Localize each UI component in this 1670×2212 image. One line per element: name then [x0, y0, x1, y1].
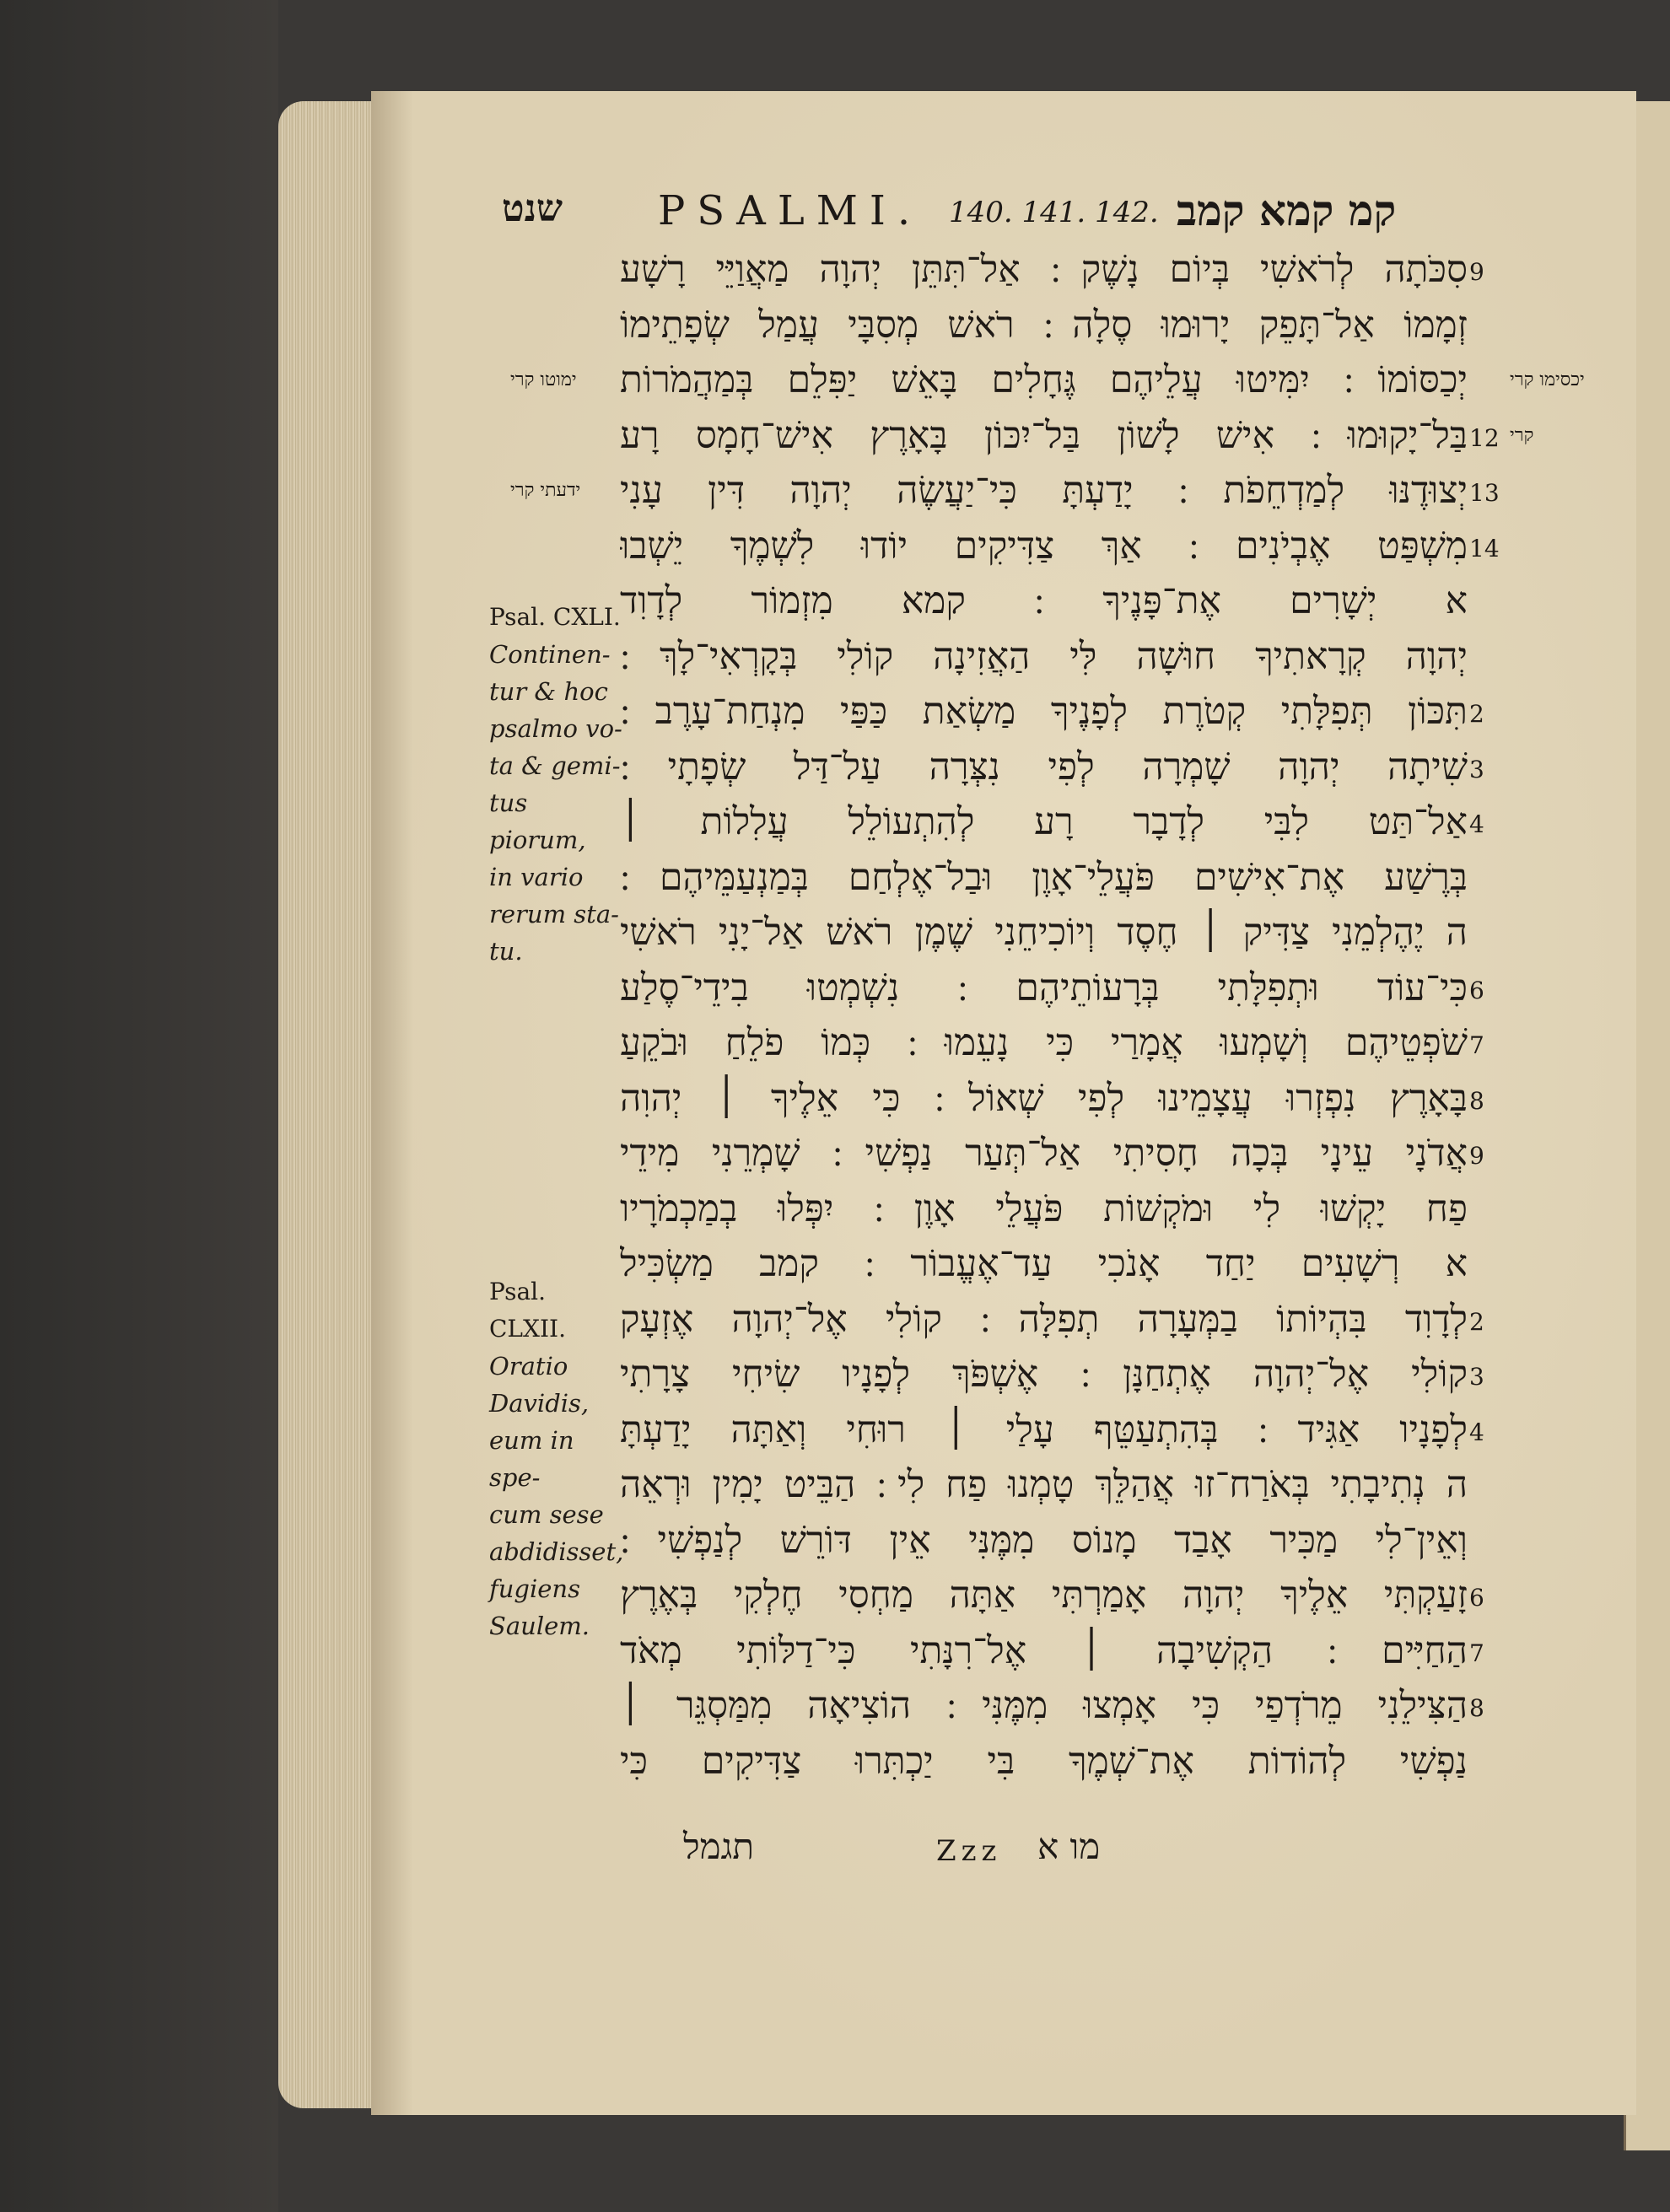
text-line: הַחַיִּים ׃ הַקְשִׁיבָה ׀ אֶל־רִנָּתִי כִּי־דַלּוֹתִי מְאֹד [620, 1629, 1468, 1672]
margin-note-line: fugiens [489, 1574, 580, 1603]
text-line: לְפָנָיו אַגִּיד ׃ בְּהִתְעַטֵּף עָלַי ׀ רוּחִי וְאַתָּה יָדַעְתָּ [620, 1408, 1468, 1451]
text-line: בָּאָרֶץ נִפְזְרוּ עֲצָמֵינוּ לְפִי שְׁאוֹל ׃ כִּי אֵלֶיךָ ׀ יְהוִה [620, 1077, 1468, 1120]
backdrop [0, 0, 278, 2212]
verse-number: 4 [1469, 810, 1484, 838]
text-line: תִּכּוֹן תְּפִלָּתִי קְטֹרֶת לְפָנֶיךָ מַשְׂאַת כַּפַּי מִנְחַת־עָרֶב ׃ [620, 690, 1468, 733]
text-line: יְכַסּוֹמוֹ ׃ יִמִּיטוּ עֲלֵיהֶם גֶּחָלִים בָּאֵשׁ יַפִּלֵם בְּמַהֲמֹרוֹת [620, 358, 1468, 401]
text-line: אַל־תַּט לִבִּי לְדָבָר רָע לְהִתְעוֹלֵל עֲלִלוֹת ׀ [620, 800, 1468, 843]
qere-note-right: יכסימו קרי [1510, 369, 1585, 390]
verse-number: 2 [1469, 700, 1484, 728]
text-line: זָעַקְתִּי אֵלֶיךָ יְהוָה אָמַרְתִּי אַתָּה מַחְסִי חֶלְקִי בְּאֶרֶץ [620, 1574, 1468, 1617]
text-line: בְּרֶשַׁע אֶת־אִישִׁים פֹּעֲלֵי־אָוֶן וּבַל־אֶלְחַם בְּמַנְעַמֵּיהֶם ׃ [620, 856, 1468, 899]
verse-number: 9 [1469, 1142, 1484, 1170]
text-line: לְדָוִד בִּהְיוֹתוֹ בַמְּעָרָה תְפִלָּה ׃ קוֹלִי אֶל־יְהוָה אֶזְעָק [620, 1298, 1468, 1341]
text-line: א יְשָׁרִים אֶת־פָּנֶיךָ ׃ קמא מִזְמוֹר לְדָוִד [620, 579, 1468, 622]
text-line: סִכֹּתָה לְרֹאשִׁי בְּיוֹם נָשֶׁק ׃ אַל־תִּתֵּן יְהוָה מַאֲוַיֵּי רָשָׁע [620, 248, 1468, 291]
qere-note-left: ידעתי קרי [510, 480, 581, 501]
verse-number: 7 [1469, 1031, 1484, 1059]
gutter-shadow [371, 91, 413, 2115]
margin-note-line: tur & hoc [489, 677, 608, 706]
footer-catchword: תגמל [683, 1826, 755, 1867]
margin-note-line: ta & gemi- [489, 751, 621, 780]
footer-signature: Zzz [936, 1834, 1002, 1868]
text-line: וְאֵין־לִי מַכִּיר אָבַד מָנוֹס מִמֶּנִּי אֵין דּוֹרֵשׁ לְנַפְשִׁי ׃ [620, 1519, 1468, 1562]
margin-note-line: rerum sta- [489, 900, 619, 928]
margin-note-line: eum in spe- [489, 1426, 574, 1492]
verse-number: 6 [1469, 977, 1484, 1004]
margin-note-line: in vario [489, 863, 584, 891]
margin-note-line: Davidis, [489, 1389, 590, 1418]
header-title: PSALMI. [658, 187, 923, 234]
page-edges [278, 101, 380, 2108]
margin-note-line: Psal. CLXII. [489, 1278, 566, 1343]
margin-note-line: Oratio [489, 1352, 568, 1380]
margin-note-line: psalmo vo- [489, 714, 622, 743]
verse-number: 8 [1469, 1087, 1484, 1115]
qere-note-right: קרי [1510, 425, 1534, 446]
text-line: קוֹלִי אֶל־יְהוָה אֶתְחַנָּן ׃ אֶשְׁפֹּךְ לְפָנָיו שִׂיחִי צָרָתִי [620, 1353, 1468, 1396]
text-line: ה נְתִיבָתִי בְּאֹרַח־זוּ אֲהַלֵּךְ טָמְנוּ פַח לִי ׃ הַבֵּיט יָמִין וּרְאֵה [620, 1463, 1468, 1506]
text-line: אֲדֹנָי עֵינָי בְּכָה חָסִיתִי אַל־תְּעַר נַפְשִׁי ׃ שָׁמְרֵנִי מִידֵי [620, 1132, 1468, 1175]
margin-note-line: abdidisset, [489, 1537, 624, 1566]
verse-number: 4 [1469, 1418, 1484, 1446]
text-line: ה יֶהֶלְמֵנִי צַדִּיק ׀ חֶסֶד וְיוֹכִיחֵנִי שֶׁמֶן רֹאשׁ אַל־יָנִי רֹאשִׁי [620, 911, 1468, 954]
header-psalm-numbers-hebrew: קמ קמא קמב [1177, 186, 1397, 235]
header-page-number-hebrew: שנט [502, 187, 563, 230]
verse-number: 7 [1469, 1639, 1484, 1667]
qere-note-left: ימוטו קרי [510, 369, 577, 390]
text-line: נַפְשִׁי לְהוֹדוֹת אֶת־שְׁמֶךָ בִּי יַכְתִּרוּ צַדִּיקִים כִּי [620, 1740, 1468, 1783]
text-line: מִשְׁפַּט אֶבְיֹנִים ׃ אַךְ צַדִּיקִים יוֹדוּ לִשְׁמֶךָ יֵשְׁבוּ [620, 525, 1468, 568]
verse-number: 13 [1469, 479, 1500, 507]
text-line: הַצִּילֵנִי מֵרֹדְפַי כִּי אָמְצוּ מִמֶּנִּי ׃ הוֹצִיאָה מִמַּסְגֵּר ׀ [620, 1684, 1468, 1727]
verse-number: 12 [1469, 424, 1500, 452]
text-line: בַּל־יָקוּמוּ ׃ אִישׁ לָשׁוֹן בַּל־יִכּוֹן בָּאָרֶץ אִישׁ־חָמָס רָע [620, 414, 1468, 457]
header-psalm-numbers: 140. 141. 142. [949, 196, 1159, 229]
margin-note-line: Continen- [489, 640, 611, 669]
text-line: זְמָמוֹ אַל־תָּפֵק יָרוּמוּ סֶלָה ׃ רֹאשׁ מְסִבָּי עֲמַל שְׂפָתֵימוֹ [620, 304, 1468, 347]
text-line: יְהוָה קְרָאתִיךָ חוּשָׁה לִּי הַאֲזִינָה קוֹלִי בְּקָרְאִי־לָךְ ׃ [620, 635, 1468, 678]
text-line: שִׁיתָה יְהוָה שָׁמְרָה לְפִי נִצְּרָה עַל־דַּל שְׂפָתָי ׃ [620, 745, 1468, 788]
margin-note-line: tu. [489, 937, 523, 966]
text-line: א רְשָׁעִים יַחַד אָנֹכִי עַד־אֶעֱבוֹר ׃ קמב מַשְׂכִּיל [620, 1242, 1468, 1285]
margin-note-line: Saulem. [489, 1612, 590, 1640]
verse-number: 9 [1469, 258, 1484, 286]
verse-number: 8 [1469, 1694, 1484, 1722]
margin-note-psalm-142 [489, 1273, 624, 1644]
verse-number: 3 [1469, 756, 1484, 783]
text-line: יְצוּדֶנּוּ לְמַדְחֵפֹת ׃ יָדַעְתָּ כִּי־יַעֲשֶׂה יְהוָה דִּין עָנִי [620, 469, 1468, 512]
margin-note-line: cum sese [489, 1500, 604, 1529]
verse-number: 14 [1469, 535, 1500, 562]
text-line: שֹׁפְטֵיהֶם וְשָׁמְעוּ אֲמָרַי כִּי נָעֵמוּ ׃ כְּמוֹ פֹלֵחַ וּבֹקֵעַ [620, 1021, 1468, 1064]
margin-note-line: Psal. CXLI. [489, 603, 621, 631]
footer-hebrew-mark: מו א [1037, 1826, 1101, 1867]
text-line: פַח יָקְשׁוּ לִי וּמֹקְשׁוֹת פֹּעֲלֵי אָוֶן ׃ יִפְּלוּ בְמַכְמֹרָיו [620, 1187, 1468, 1230]
text-line: כִּי־עוֹד וּתְפִלָּתִי בְּרָעוֹתֵיהֶם ׃ נִשְׁמְטוּ בִידֵי־סֶלַע [620, 966, 1468, 1009]
verse-number: 2 [1469, 1308, 1484, 1336]
verse-number: 3 [1469, 1363, 1484, 1391]
margin-note-line: tus piorum, [489, 788, 586, 854]
margin-note-psalm-141 [489, 599, 624, 970]
verse-number: 6 [1469, 1584, 1484, 1612]
